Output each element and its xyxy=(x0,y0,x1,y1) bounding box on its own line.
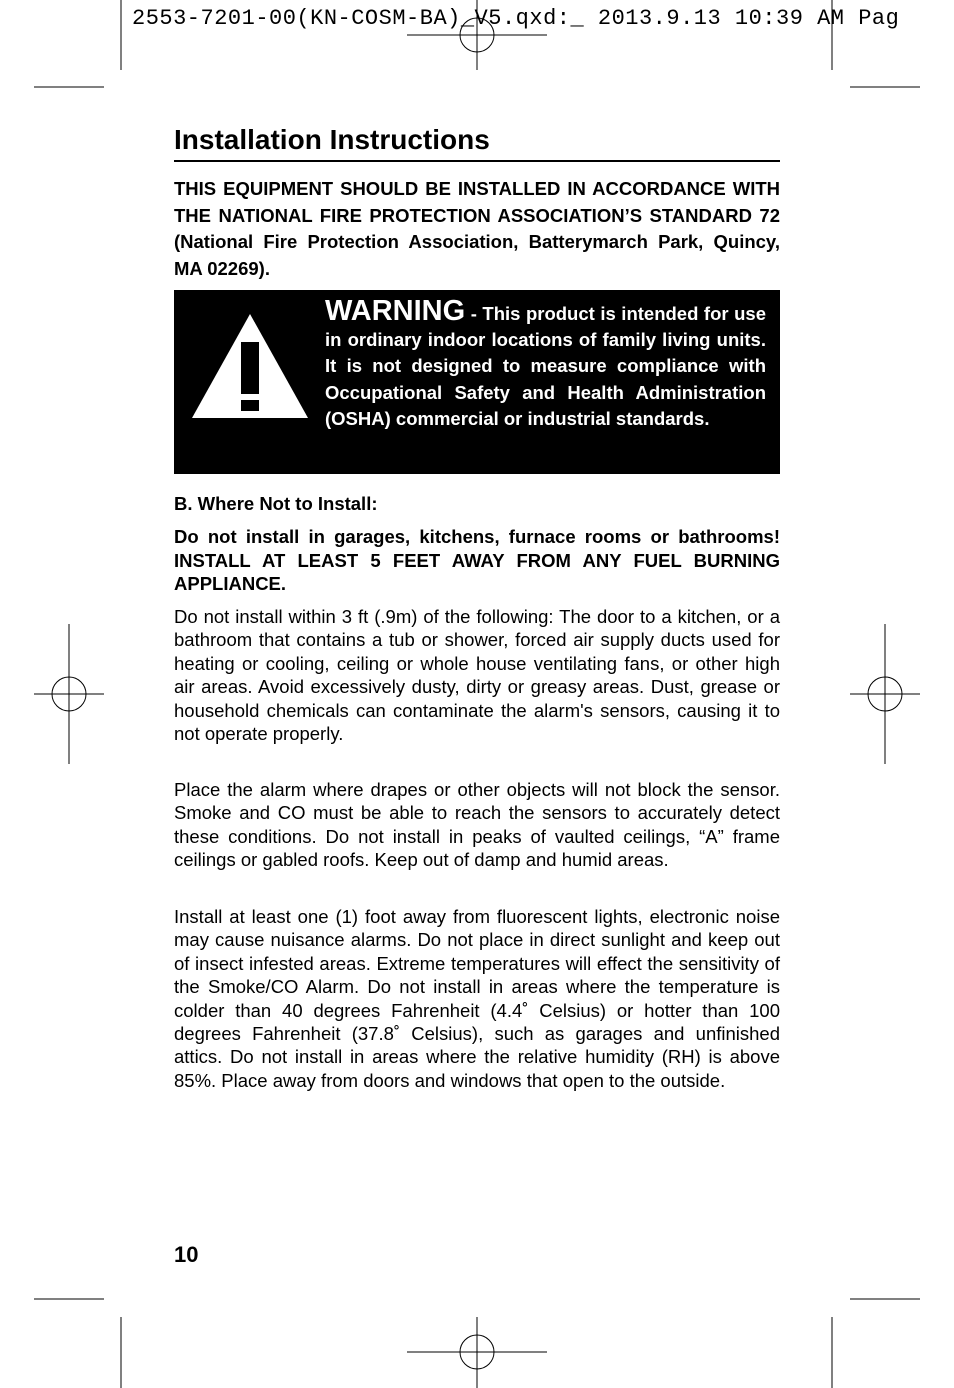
paragraph-placement: Place the alarm where drapes or other objects will not block the sensor. Smoke and CO must be able to reach the sensors to accurately detect these conditions. Do not install in peaks of vaulted ceilings, “A” frame ceilings or gabled roofs. Keep out of damp and humid areas. xyxy=(174,779,780,871)
paragraph-environment: Install at least one (1) foot away from fluorescent lights, electronic noise may cause nuisance alarms. Do not place in direct sunlight and keep out of insect infested areas. Extreme temperatures will effect the sensitivity of the Smoke/CO Alarm. Do not install in areas where the temperature is colder than 40 degrees Fahrenheit (4.4˚ Celsius) or hotter than 100 degrees Fahrenheit (37.8˚ Celsius), such as garages and unfinished attics. Do not install in areas where the relative humidity (RH) is above 85%. Place away from doors and windows that open to the outside. xyxy=(174,906,780,1091)
print-slug-line: 2553-7201-00(KN-COSM-BA)_V5.qxd:_ 2013.9.13 10:39 AM Pag xyxy=(132,6,900,31)
warning-text xyxy=(325,295,766,432)
warning-title: WARNING xyxy=(325,295,466,327)
paragraph-distance: Do not install within 3 ft (.9m) of the following: The door to a kitchen, or a bathroom that contains a tub or shower, forced air supply ducts used for heating or cooling, ceiling or whole house ventilating fans, or other high air areas. Avoid excessively dusty, dirty or greasy areas. Dust, grease or household chemicals can contaminate the alarm's sensors, causing it to not operate properly. xyxy=(174,606,780,745)
page-title: Installation Instructions xyxy=(174,122,780,162)
install-warning: Do not install in garages, kitchens, furnace rooms or bathrooms! INSTALL AT LEAST 5 FEET AWAY FROM ANY FUEL BURNING APPLIANCE. xyxy=(174,526,780,594)
page-number: 10 xyxy=(174,1242,199,1267)
section-heading: B. Where Not to Install: xyxy=(174,493,378,514)
exclamation-triangle-icon xyxy=(190,312,310,420)
warning-body: - This product is intended for use in ordinary indoor locations of family living units. It is not designed to measure compliance with Occupational Safety and Health Administration (OSHA) commercial or industrial standards. xyxy=(325,303,766,429)
warning-box xyxy=(174,290,780,474)
standard-notice: THIS EQUIPMENT SHOULD BE INSTALLED IN ACCORDANCE WITH THE NATIONAL FIRE PROTECTION ASSOCIATION’S STANDARD 72 (National Fire Protection Association, Batterymarch Park, Quincy, MA 02269). xyxy=(174,178,780,279)
